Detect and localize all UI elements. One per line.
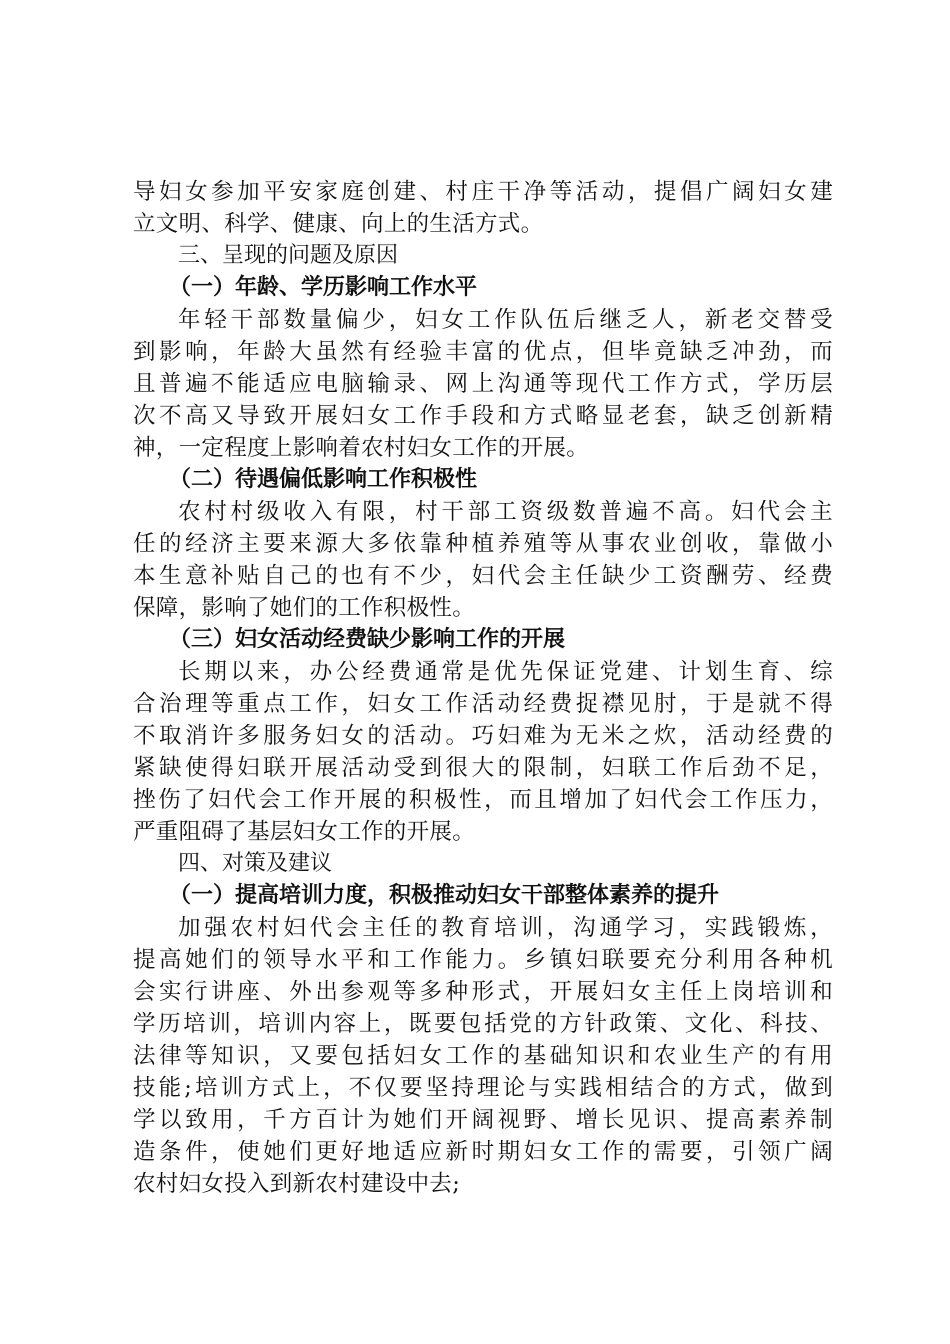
paragraph-line: 造条件，使她们更好地适应新时期妇女工作的需要，引领广阔 — [133, 1139, 833, 1165]
paragraph-line: 导妇女参加平安家庭创建、村庄干净等活动，提倡广阔妇女建 — [133, 179, 833, 205]
paragraph-line: 紧缺使得妇联开展活动受到很大的限制，妇联工作后劲不足， — [133, 755, 833, 781]
paragraph — [133, 176, 833, 240]
paragraph-line: 到影响，年龄大虽然有经验丰富的优点，但毕竟缺乏冲劲，而 — [133, 339, 833, 365]
paragraph-line: 加强农村妇代会主任的教育培训，沟通学习，实践锻炼， — [178, 915, 833, 941]
paragraph-line: 农村妇女投入到新农村建设中去; — [133, 1171, 461, 1197]
paragraph-line: 学以致用，千方百计为她们开阔视野、增长见识、提高素养制 — [133, 1107, 833, 1133]
paragraph-line: 立文明、科学、健康、向上的生活方式。 — [133, 211, 544, 237]
paragraph-line: 长期以来，办公经费通常是优先保证党建、计划生育、综 — [178, 659, 833, 685]
paragraph-line: 学历培训，培训内容上，既要包括党的方针政策、文化、科技、 — [133, 1011, 833, 1037]
subsection-heading: （三）妇女活动经费缺少影响工作的开展 — [169, 627, 566, 652]
paragraph — [133, 912, 833, 1200]
paragraph — [133, 496, 833, 624]
paragraph-line: 严重阻碍了基层妇女工作的开展。 — [133, 819, 476, 845]
paragraph-line: 不取消许多服务妇女的活动。巧妇难为无米之炊，活动经费的 — [133, 723, 833, 749]
document-body — [133, 176, 833, 1200]
paragraph-line: 次不高又导致开展妇女工作手段和方式略显老套，缺乏创新精 — [133, 403, 833, 429]
section-heading: 四、对策及建议 — [178, 851, 333, 876]
paragraph-line: 本生意补贴自己的也有不少，妇代会主任缺少工资酬劳、经费 — [133, 563, 833, 589]
subsection-heading: （一）提高培训力度，积极推动妇女干部整体素养的提升 — [169, 883, 720, 908]
paragraph-line: 农村村级收入有限，村干部工资级数普遍不高。妇代会主 — [178, 499, 833, 525]
paragraph-line: 挫伤了妇代会工作开展的积极性，而且增加了妇代会工作压力， — [133, 787, 833, 813]
paragraph-line: 保障，影响了她们的工作积极性。 — [133, 595, 476, 621]
paragraph-line: 提高她们的领导水平和工作能力。乡镇妇联要充分利用各种机 — [133, 947, 833, 973]
paragraph-line: 会实行讲座、外出参观等多种形式，开展妇女主任上岗培训和 — [133, 979, 833, 1005]
paragraph — [133, 656, 833, 848]
paragraph-line: 且普遍不能适应电脑输录、网上沟通等现代工作方式，学历层 — [133, 371, 833, 397]
paragraph-line: 技能;培训方式上，不仅要坚持理论与实践相结合的方式，做到 — [133, 1075, 833, 1101]
paragraph-line: 任的经济主要来源大多依靠种植养殖等从事农业创收，靠做小 — [133, 531, 833, 557]
section-heading: 三、呈现的问题及原因 — [178, 243, 399, 268]
subsection-heading: （二）待遇偏低影响工作积极性 — [169, 467, 478, 492]
paragraph-line: 法律等知识，又要包括妇女工作的基础知识和农业生产的有用 — [133, 1043, 833, 1069]
paragraph-line: 神，一定程度上影响着农村妇女工作的开展。 — [133, 435, 590, 461]
paragraph-line: 合治理等重点工作，妇女工作活动经费捉襟见肘，于是就不得 — [133, 691, 833, 717]
paragraph-line: 年轻干部数量偏少，妇女工作队伍后继乏人，新老交替受 — [178, 307, 833, 333]
subsection-heading: （一）年龄、学历影响工作水平 — [169, 275, 478, 300]
paragraph — [133, 304, 833, 464]
